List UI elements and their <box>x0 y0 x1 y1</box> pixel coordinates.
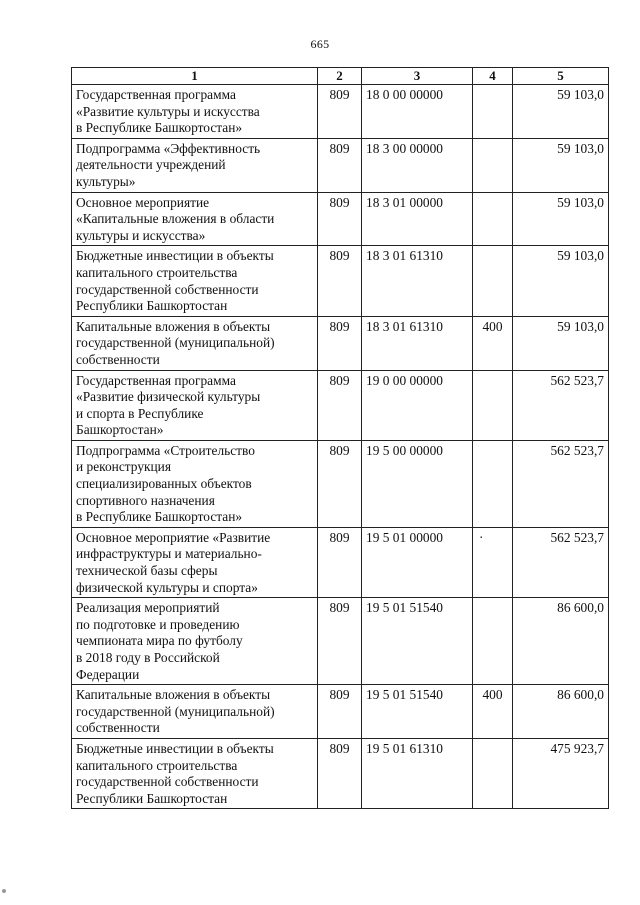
target-article-cell <box>362 316 473 370</box>
amount-cell <box>513 527 609 597</box>
target-article-cell-value: 19 5 01 51540 <box>366 687 443 703</box>
column-header-2: 2 <box>318 68 362 85</box>
target-article-cell <box>362 685 473 739</box>
item-name-cell <box>72 440 318 527</box>
expense-type-cell <box>473 440 513 527</box>
amount-cell <box>513 370 609 440</box>
target-article-cell <box>362 246 473 316</box>
table-row <box>72 316 609 370</box>
expense-type-cell <box>473 138 513 192</box>
target-article-cell-value: 19 5 01 51540 <box>366 600 443 616</box>
item-name-cell <box>72 138 318 192</box>
amount-cell-value: 59 103,0 <box>557 318 604 334</box>
item-name-line: капитального строительства <box>76 264 238 280</box>
item-name-line: Башкортостан» <box>76 422 164 438</box>
target-article-cell-value: 18 3 01 61310 <box>366 248 443 264</box>
account-code-cell-value: 809 <box>329 372 350 388</box>
item-name-line: специализированных объектов <box>76 476 252 492</box>
item-name-line: Республики Башкортостан <box>76 790 228 806</box>
item-name-cell <box>72 316 318 370</box>
amount-cell <box>513 685 609 739</box>
item-name-line: Капитальные вложения в объекты <box>76 687 271 703</box>
amount-cell <box>513 738 609 808</box>
item-name-line: в 2018 году в Российской <box>76 650 220 665</box>
account-code-cell-value: 809 <box>329 687 350 703</box>
expense-type-cell <box>473 246 513 316</box>
item-name-cell <box>72 85 318 139</box>
item-name-line: государственной (муниципальной) <box>76 335 275 351</box>
column-header-1: 1 <box>72 68 318 85</box>
amount-cell <box>513 192 609 246</box>
amount-cell <box>513 85 609 139</box>
account-code-cell-value: 809 <box>329 248 350 264</box>
amount-cell <box>513 316 609 370</box>
column-header-4: 4 <box>473 68 513 85</box>
target-article-cell <box>362 598 473 685</box>
column-header-5: 5 <box>513 68 609 85</box>
target-article-cell <box>362 440 473 527</box>
target-article-cell-value: 18 3 01 61310 <box>366 318 443 334</box>
expense-type-cell <box>473 85 513 139</box>
item-name-line: Бюджетные инвестиции в объекты <box>76 248 274 264</box>
expense-type-cell <box>473 738 513 808</box>
item-name-line: и реконструкция <box>76 459 172 475</box>
item-name-line: в Республике Башкортостан» <box>76 120 243 136</box>
expense-type-cell <box>473 316 513 370</box>
item-name-line: Государственная программа <box>76 372 236 388</box>
item-name-line: Государственная программа <box>76 87 236 102</box>
table-body <box>72 85 609 809</box>
expense-type-cell-value: 400 <box>482 687 503 703</box>
table-header-row <box>72 68 609 85</box>
table-row <box>72 598 609 685</box>
account-code-cell-value: 809 <box>329 87 350 102</box>
target-article-cell <box>362 192 473 246</box>
target-article-cell <box>362 138 473 192</box>
item-name-line: деятельности учреждений <box>76 157 226 173</box>
item-name-cell <box>72 246 318 316</box>
expense-type-cell <box>473 685 513 739</box>
amount-cell-value: 59 103,0 <box>557 248 604 264</box>
budget-table <box>71 67 609 809</box>
table-row <box>72 738 609 808</box>
account-code-cell <box>318 85 362 139</box>
item-name-line: Реализация мероприятий <box>76 600 220 616</box>
amount-cell-value: 475 923,7 <box>550 740 604 756</box>
target-article-cell-value: 19 5 01 00000 <box>366 529 443 545</box>
table-row <box>72 246 609 316</box>
account-code-cell <box>318 316 362 370</box>
table-row <box>72 192 609 246</box>
item-name-cell <box>72 738 318 808</box>
item-name-line: Основное мероприятие «Развитие <box>76 529 271 545</box>
target-article-cell-value: 19 5 01 61310 <box>366 740 443 756</box>
target-article-cell <box>362 85 473 139</box>
item-name-cell <box>72 598 318 685</box>
amount-cell <box>513 598 609 685</box>
page-number: 665 <box>310 37 330 51</box>
account-code-cell <box>318 138 362 192</box>
account-code-cell-value: 809 <box>329 529 350 545</box>
item-name-line: технической базы сферы <box>76 563 218 579</box>
account-code-cell-value: 809 <box>329 194 350 210</box>
amount-cell-value: 86 600,0 <box>557 687 604 703</box>
expense-type-cell <box>473 527 513 597</box>
item-name-line: культуры и искусства» <box>76 227 206 243</box>
amount-cell <box>513 138 609 192</box>
item-name-line: Республики Башкортостан <box>76 298 228 314</box>
amount-cell-value: 59 103,0 <box>557 194 604 210</box>
target-article-cell <box>362 738 473 808</box>
account-code-cell <box>318 246 362 316</box>
target-article-cell-value: 18 0 00 00000 <box>366 87 443 102</box>
item-name-line: и спорта в Республике <box>76 405 204 421</box>
item-name-line: собственности <box>76 720 160 736</box>
target-article-cell-value: 19 5 00 00000 <box>366 442 443 458</box>
account-code-cell-value: 809 <box>329 600 350 616</box>
item-name-line: «Развитие физической культуры <box>76 389 261 405</box>
table-row <box>72 138 609 192</box>
account-code-cell-value: 809 <box>329 740 350 756</box>
item-name-line: Бюджетные инвестиции в объекты <box>76 740 274 756</box>
amount-cell-value: 562 523,7 <box>550 372 604 388</box>
amount-cell-value: 59 103,0 <box>557 87 604 102</box>
table-row <box>72 527 609 597</box>
amount-cell-value: 562 523,7 <box>550 442 604 458</box>
item-name-line: физической культуры и спорта» <box>76 579 258 595</box>
account-code-cell <box>318 738 362 808</box>
item-name-line: «Капитальные вложения в области <box>76 211 275 227</box>
item-name-line: собственности <box>76 351 160 367</box>
item-name-line: чемпионата мира по футболу <box>76 633 243 649</box>
account-code-cell <box>318 192 362 246</box>
account-code-cell <box>318 685 362 739</box>
target-article-cell <box>362 527 473 597</box>
item-name-line: Подпрограмма «Строительство <box>76 442 255 458</box>
item-name-line: государственной собственности <box>76 281 259 297</box>
item-name-line: капитального строительства <box>76 757 238 773</box>
account-code-cell <box>318 440 362 527</box>
amount-cell-value: 562 523,7 <box>550 529 604 545</box>
expense-type-cell <box>473 192 513 246</box>
item-name-line: спортивного назначения <box>76 492 215 508</box>
account-code-cell <box>318 370 362 440</box>
account-code-cell-value: 809 <box>329 442 350 458</box>
target-article-cell-value: 18 3 01 00000 <box>366 194 443 210</box>
account-code-cell-value: 809 <box>329 318 350 334</box>
item-name-line: инфраструктуры и материально- <box>76 546 262 562</box>
item-name-line: культуры» <box>76 173 136 189</box>
item-name-line: Подпрограмма «Эффективность <box>76 140 261 156</box>
item-name-line: в Республике Башкортостан» <box>76 509 243 525</box>
amount-cell <box>513 440 609 527</box>
expense-type-cell <box>473 598 513 685</box>
column-header-3: 3 <box>362 68 473 85</box>
amount-cell <box>513 246 609 316</box>
table-row <box>72 440 609 527</box>
account-code-cell-value: 809 <box>329 140 350 156</box>
item-name-line: Капитальные вложения в объекты <box>76 318 271 334</box>
expense-type-cell-value: 400 <box>482 318 503 334</box>
table-row <box>72 85 609 139</box>
target-article-cell-value: 19 0 00 00000 <box>366 372 443 388</box>
account-code-cell <box>318 527 362 597</box>
item-name-cell <box>72 192 318 246</box>
expense-type-cell <box>473 370 513 440</box>
item-name-line: Основное мероприятие <box>76 194 210 210</box>
item-name-cell <box>72 685 318 739</box>
expense-type-cell-value: · <box>479 529 484 545</box>
table-row <box>72 370 609 440</box>
item-name-line: Федерации <box>76 666 140 682</box>
amount-cell-value: 59 103,0 <box>557 140 604 156</box>
item-name-cell <box>72 527 318 597</box>
item-name-line: «Развитие культуры и искусства <box>76 103 260 119</box>
amount-cell-value: 86 600,0 <box>557 600 604 616</box>
table-row <box>72 685 609 739</box>
target-article-cell <box>362 370 473 440</box>
item-name-line: по подготовке и проведению <box>76 616 240 632</box>
account-code-cell <box>318 598 362 685</box>
target-article-cell-value: 18 3 00 00000 <box>366 140 443 156</box>
item-name-line: государственной собственности <box>76 774 259 790</box>
item-name-line: государственной (муниципальной) <box>76 703 275 719</box>
item-name-cell <box>72 370 318 440</box>
scan-edge-mark <box>2 889 6 893</box>
